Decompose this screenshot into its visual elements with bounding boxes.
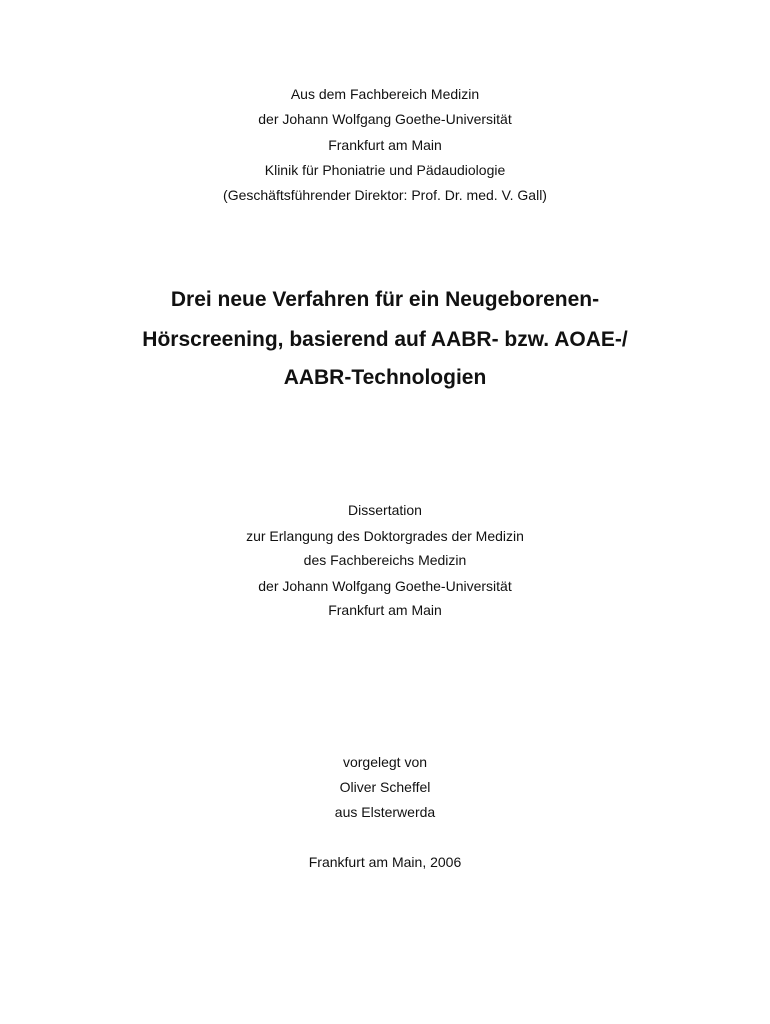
header-faculty: Aus dem Fachbereich Medizin: [290, 86, 480, 102]
author-origin: aus Elsterwerda: [334, 804, 436, 820]
title-line-3: AABR-Technologien: [283, 366, 487, 389]
author-presented-by: vorgelegt von: [342, 754, 428, 770]
author-name: Oliver Scheffel: [339, 779, 431, 795]
header-university: der Johann Wolfgang Goethe-Universität: [258, 111, 512, 127]
title-line-1: Drei neue Verfahren für ein Neugeborenen-: [170, 288, 600, 311]
dissertation-faculty: des Fachbereichs Medizin: [303, 552, 467, 568]
header-clinic: Klinik für Phoniatrie und Pädaudiologie: [264, 162, 506, 178]
place-date: Frankfurt am Main, 2006: [308, 854, 462, 870]
dissertation-city: Frankfurt am Main: [328, 602, 442, 618]
dissertation-label: Dissertation: [348, 502, 422, 518]
title-line-2: Hörscreening, basierend auf AABR- bzw. AOAE-/: [142, 328, 628, 351]
dissertation-university: der Johann Wolfgang Goethe-Universität: [258, 578, 512, 594]
dissertation-purpose: zur Erlangung des Doktorgrades der Medizin: [246, 528, 524, 544]
header-city: Frankfurt am Main: [328, 137, 442, 153]
header-director: (Geschäftsführender Direktor: Prof. Dr. med. V. Gall): [223, 187, 547, 203]
